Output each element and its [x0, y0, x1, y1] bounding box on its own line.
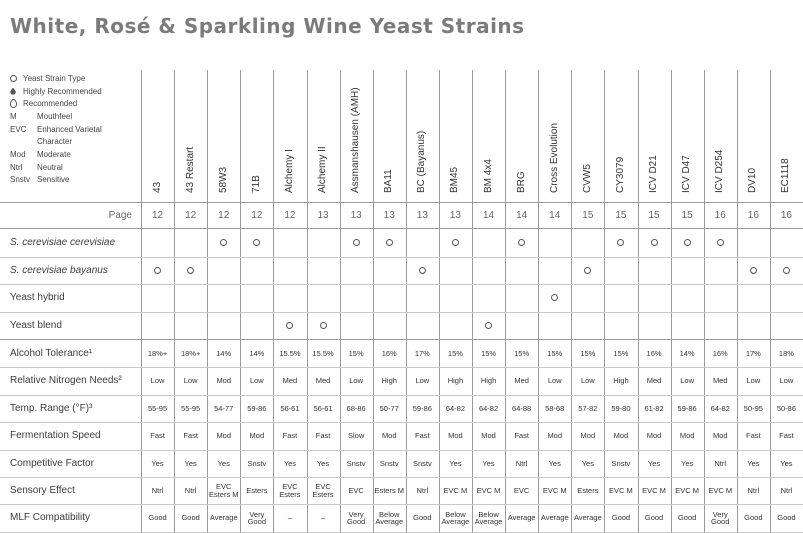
column-header-icv-d47 [671, 70, 704, 200]
legend-text: Recommended [23, 99, 78, 109]
table-cell: – [287, 513, 293, 523]
circle-icon [187, 267, 194, 274]
row-label: Alcohol Tolerance¹ [10, 348, 93, 359]
table-cell: Low [680, 376, 695, 386]
table-cell: Mod [448, 431, 463, 441]
table-cell: 55-95 [181, 403, 201, 413]
table-cell: Ntrl [416, 485, 429, 495]
column-header-brg [505, 70, 538, 200]
page-number: 14 [516, 209, 528, 221]
legend-text: Sensitive [37, 175, 70, 185]
column-header-alchemy-i [273, 70, 306, 200]
table-cell: Low [415, 376, 430, 386]
table-cell: Ntrl [747, 485, 760, 495]
strain-name: 71B [250, 175, 262, 193]
legend-text: Highly Recommended [23, 86, 102, 96]
type-mark [307, 312, 340, 340]
table-cell: EVC M [542, 485, 567, 495]
column-header-bm-4x4 [472, 70, 505, 200]
table-cell: Ntrl [515, 458, 528, 468]
table-cell: 18% [778, 348, 794, 358]
legend-item [10, 123, 142, 136]
table-cell: Yes [316, 458, 330, 468]
table-cell: Low [779, 376, 794, 386]
table-cell: Snstv [379, 458, 399, 468]
type-mark [770, 257, 803, 285]
table-cell: EVC M [476, 485, 501, 495]
table-cell: 15% [348, 348, 364, 358]
table-cell: Good [644, 513, 664, 523]
column-header-ec1118 [770, 70, 803, 200]
column-header-icv-d254 [704, 70, 737, 200]
table-cell: EVC Esters [279, 482, 301, 499]
drop-outline-icon [10, 99, 17, 108]
table-cell: Good [148, 513, 167, 523]
row-label: S. cerevisiae cerevisiae [10, 237, 116, 248]
table-cell: Good [677, 513, 697, 523]
table-cell: 58-68 [545, 403, 565, 413]
type-mark [207, 229, 240, 257]
table-cell: 50-77 [379, 403, 399, 413]
table-cell: Snstv [611, 458, 631, 468]
table-cell: 64-82 [710, 403, 730, 413]
table-cell: 56-61 [280, 403, 300, 413]
legend-text: Moderate [37, 149, 71, 159]
table-cell: Mod [679, 431, 695, 441]
table-cell: Yes [449, 458, 462, 468]
table-cell: Fast [779, 431, 794, 441]
table-cell: Yes [681, 458, 694, 468]
table-cell: Low [249, 376, 264, 386]
strain-name: ICV D254 [714, 149, 726, 193]
table-cell: High [381, 376, 397, 386]
table-cell: Low [547, 376, 562, 386]
legend-item [10, 72, 142, 85]
page-title: White, Rosé & Sparkling Wine Yeast Strains [10, 14, 525, 38]
type-mark [439, 229, 472, 257]
table-cell: Mod [646, 431, 662, 441]
legend-text: Neutral [37, 162, 63, 172]
type-mark [737, 257, 770, 285]
row-label: Yeast blend [10, 319, 62, 331]
table-cell: Fast [315, 431, 331, 441]
legend-item [10, 174, 142, 187]
legend-item [10, 85, 142, 98]
table-cell: Low [349, 376, 364, 386]
type-mark [704, 229, 737, 257]
legend-abbr: EVC [10, 124, 27, 134]
type-mark [671, 229, 704, 257]
legend-abbr: Snstv [10, 175, 31, 185]
circle-icon [485, 322, 492, 329]
table-cell: 18%+ [180, 348, 201, 358]
table-cell: High [613, 376, 629, 386]
table-cell: 59-86 [247, 403, 267, 413]
type-mark [538, 284, 571, 312]
page-number: 15 [681, 209, 693, 221]
table-cell: Med [712, 376, 728, 386]
page-number: 12 [185, 209, 197, 221]
legend-text: Enhanced Varietal [37, 124, 102, 134]
table-cell: 15.5% [312, 348, 334, 358]
circle-icon [584, 267, 591, 274]
table-cell: 59-86 [412, 403, 432, 413]
strain-name: CY3079 [614, 156, 626, 193]
type-mark [505, 229, 538, 257]
table-cell: Yes [647, 458, 661, 468]
table-cell: 64-82 [478, 403, 499, 413]
table-cell: 16% [712, 348, 728, 358]
strain-name: 58W3 [217, 166, 229, 193]
column-header-43-restart [174, 70, 207, 200]
table-cell: Fast [183, 431, 198, 441]
table-cell: 64-82 [445, 403, 466, 413]
row-label: Temp. Range (°F)³ [10, 402, 93, 414]
page-number: 13 [383, 209, 395, 221]
strain-name: DV10 [747, 167, 759, 193]
table-cell: Yes [780, 458, 793, 468]
table-cell: Very Good [711, 509, 730, 527]
strain-name: Cross Evolution [548, 122, 560, 193]
table-cell: Ntrl [714, 458, 727, 468]
column-header-58w3 [207, 70, 240, 200]
circle-icon [419, 267, 426, 274]
strain-name: ICV D21 [648, 155, 660, 193]
table-cell: Snstv [412, 458, 432, 468]
table-cell: Yes [581, 458, 594, 468]
table-cell: 17% [414, 348, 430, 358]
page-number: 12 [151, 209, 164, 221]
table-cell: 15% [447, 348, 463, 358]
table-cell: EVC [513, 485, 530, 495]
row-label: Relative Nitrogen Needs² [10, 375, 122, 387]
table-cell: Average [573, 513, 602, 523]
table-cell: 54-77 [214, 403, 234, 413]
column-header-71b [240, 70, 273, 200]
circle-icon [783, 267, 790, 274]
table-cell: Low [183, 376, 198, 386]
legend [10, 72, 142, 186]
table-cell: EVC Esters M [208, 482, 239, 499]
strain-name: Alchemy I [283, 149, 295, 193]
table-cell: 15% [481, 348, 497, 358]
table-cell: 57-82 [578, 403, 598, 413]
type-mark [273, 312, 306, 340]
table-cell: Yes [283, 458, 297, 468]
strain-name: BM 4x4 [482, 159, 494, 193]
strain-name: 43 [151, 181, 163, 193]
column-header-ba11 [373, 70, 406, 200]
table-cell: 14% [216, 348, 232, 358]
page-number: 16 [747, 209, 759, 221]
page-number: 16 [714, 209, 726, 221]
type-mark [638, 229, 671, 257]
page-number: 15 [648, 209, 660, 221]
table-cell: 15% [514, 348, 530, 358]
circle-icon [154, 267, 161, 274]
table-cell: Esters [577, 485, 599, 495]
table-cell: 59-80 [611, 403, 631, 413]
table-cell: High [480, 376, 497, 386]
table-cell: Below Average [441, 509, 470, 527]
column-header-bc-bayanus- [406, 70, 439, 200]
table-cell: Fast [514, 431, 529, 441]
strain-name: ICV D47 [681, 155, 693, 193]
type-mark [604, 229, 637, 257]
table-cell: Average [507, 513, 536, 523]
legend-item [10, 110, 142, 123]
table-cell: 68-86 [346, 403, 366, 413]
page-number: 14 [549, 209, 561, 221]
column-header-43 [141, 70, 174, 200]
circle-icon [10, 75, 17, 82]
table-cell: Fast [415, 431, 430, 441]
legend-text: Mouthfeel [37, 111, 73, 121]
table-cell: Med [315, 376, 331, 386]
table-cell: 50-95 [743, 403, 763, 413]
column-header-icv-d21 [638, 70, 671, 200]
table-cell: 56-61 [313, 403, 333, 413]
type-mark [141, 257, 174, 285]
table-cell: 15% [580, 348, 596, 358]
table-cell: Yes [482, 458, 495, 468]
table-cell: Mod [481, 431, 496, 441]
strain-name: BRG [515, 171, 527, 193]
table-cell: 16% [381, 348, 397, 358]
table-cell: Yes [548, 458, 561, 468]
type-mark [340, 229, 373, 257]
page-number: 13 [350, 209, 362, 221]
table-cell: Ntrl [780, 485, 793, 495]
table-cell: Med [514, 376, 529, 386]
legend-text: Yeast Strain Type [23, 73, 86, 83]
table-cell: Fast [746, 431, 761, 441]
table-cell: Yes [184, 458, 197, 468]
circle-icon [684, 239, 691, 246]
table-cell: Good [744, 513, 763, 523]
table-cell: 16% [646, 348, 662, 358]
legend-item [10, 148, 142, 161]
type-mark [406, 257, 439, 285]
table-cell: 14% [249, 348, 265, 358]
table-cell: Ntrl [151, 485, 164, 495]
page-number: 15 [582, 209, 594, 221]
legend-item [10, 161, 142, 174]
table-cell: 15% [547, 348, 563, 358]
table-cell: Low [150, 376, 165, 386]
table-cell: Good [413, 513, 432, 523]
circle-icon [717, 239, 724, 246]
table-cell: 15.5% [279, 348, 301, 358]
table-cell: Mod [249, 431, 265, 441]
table-cell: Mod [216, 376, 232, 386]
drop-filled-icon [10, 88, 16, 95]
table-cell: High [447, 376, 464, 386]
row-divider [0, 257, 803, 258]
table-cell: Average [540, 513, 569, 523]
table-cell: Below Average [375, 509, 404, 527]
table-cell: Mod [712, 431, 728, 441]
type-mark [571, 257, 604, 285]
type-mark [373, 229, 406, 257]
column-header-alchemy-ii [307, 70, 340, 200]
column-header-cy3079 [604, 70, 637, 200]
circle-icon [651, 239, 658, 246]
table-cell: Ntrl [184, 485, 197, 495]
legend-item [10, 135, 142, 148]
strain-name: 43 Restart [184, 146, 196, 193]
table-cell: 59-86 [677, 403, 697, 413]
table-cell: 15% [613, 348, 629, 358]
table-cell: Mod [613, 431, 629, 441]
circle-icon [253, 239, 260, 246]
circle-icon [320, 322, 327, 329]
table-cell: Good [777, 513, 796, 523]
page-number: 12 [218, 209, 230, 221]
table-cell: Mod [381, 431, 397, 441]
table-cell: EVC [348, 485, 364, 495]
circle-icon [617, 239, 624, 246]
table-cell: 14% [679, 348, 695, 358]
page-number: 15 [615, 209, 627, 221]
row-label: S. cerevisiae bayanus [10, 264, 108, 276]
circle-icon [551, 294, 558, 301]
table-cell: EVC M [675, 485, 700, 495]
table-cell: Med [282, 376, 298, 386]
table-cell: EVC M [708, 485, 733, 495]
column-header-dv10 [737, 70, 770, 200]
table-cell: EVC M [609, 485, 633, 495]
table-cell: Below Average [474, 509, 503, 527]
table-cell: Good [181, 513, 200, 523]
table-cell: EVC M [443, 485, 468, 495]
table-cell: Yes [151, 458, 164, 468]
page-number: 13 [317, 209, 329, 221]
table-cell: Fast [282, 431, 298, 441]
column-header-assmanshausen-amh- [340, 70, 373, 200]
table-cell: Yes [747, 458, 760, 468]
legend-abbr: Ntrl [10, 162, 23, 172]
row-label: Yeast hybrid [10, 292, 65, 303]
table-cell: Very Good [346, 509, 366, 527]
table-cell: Esters [246, 485, 268, 495]
table-cell: 17% [745, 348, 761, 358]
row-label: Competitive Factor [10, 457, 94, 469]
strain-name: BC (Bayanus) [416, 130, 428, 193]
strain-name: BM45 [449, 166, 461, 193]
table-cell: Yes [217, 458, 230, 468]
table-cell: EVC M [642, 485, 666, 495]
type-mark [240, 229, 273, 257]
table-cell: Very Good [247, 509, 267, 527]
table-cell: 61-82 [644, 403, 664, 413]
legend-text: Character [37, 137, 73, 147]
column-header-bm45 [439, 70, 472, 200]
page-number: 14 [482, 209, 495, 221]
circle-icon [452, 239, 459, 246]
circle-icon [353, 239, 360, 246]
page-number: 12 [284, 209, 296, 221]
legend-abbr: M [10, 111, 17, 121]
table-cell: Average [209, 513, 238, 523]
table-cell: 55-95 [147, 403, 168, 413]
strain-name: Assmanshausen (AMH) [350, 87, 362, 193]
table-cell: Snstv [247, 458, 267, 468]
circle-icon [386, 239, 393, 246]
table-cell: – [320, 513, 326, 523]
table-cell: 18%+ [147, 348, 168, 358]
circle-icon [286, 322, 293, 329]
table-cell: Mod [547, 431, 563, 441]
legend-item [10, 97, 142, 110]
page-number: 13 [416, 209, 428, 221]
page-number: 13 [449, 209, 461, 221]
legend-abbr: Mod [10, 149, 26, 159]
table-cell: Low [580, 376, 595, 386]
table-cell: 64-88 [512, 403, 532, 413]
table-cell: Esters M [374, 485, 405, 495]
table-cell: Med [646, 376, 662, 386]
table-cell: 50-86 [776, 403, 797, 413]
circle-icon [518, 239, 525, 246]
table-cell: Low [746, 376, 761, 386]
table-cell: Good [611, 513, 631, 523]
table-cell: Fast [150, 431, 165, 441]
table-cell: EVC Esters [312, 482, 334, 499]
page-number: 16 [780, 209, 792, 221]
table-cell: Mod [216, 431, 232, 441]
type-mark [174, 257, 207, 285]
table-cell: Slow [348, 431, 365, 441]
page-row-label: Page [108, 210, 132, 221]
circle-icon [220, 239, 227, 246]
row-label: MLF Compatibility [10, 512, 91, 524]
strain-name: Alchemy II [317, 146, 329, 193]
circle-icon [750, 267, 757, 274]
type-mark [472, 312, 505, 340]
column-header-cross-evolution [538, 70, 571, 200]
table-cell: Snstv [346, 458, 366, 468]
row-divider [0, 312, 803, 313]
row-divider [0, 284, 803, 285]
strain-name: CVW5 [581, 164, 593, 193]
row-label: Sensory Effect [10, 485, 75, 496]
table-cell: Mod [580, 431, 596, 441]
strain-name: EC1118 [780, 158, 792, 193]
page-number: 12 [251, 209, 263, 221]
strain-name: BA11 [383, 169, 395, 193]
row-label: Fermentation Speed [10, 430, 101, 442]
column-header-cvw5 [571, 70, 604, 200]
